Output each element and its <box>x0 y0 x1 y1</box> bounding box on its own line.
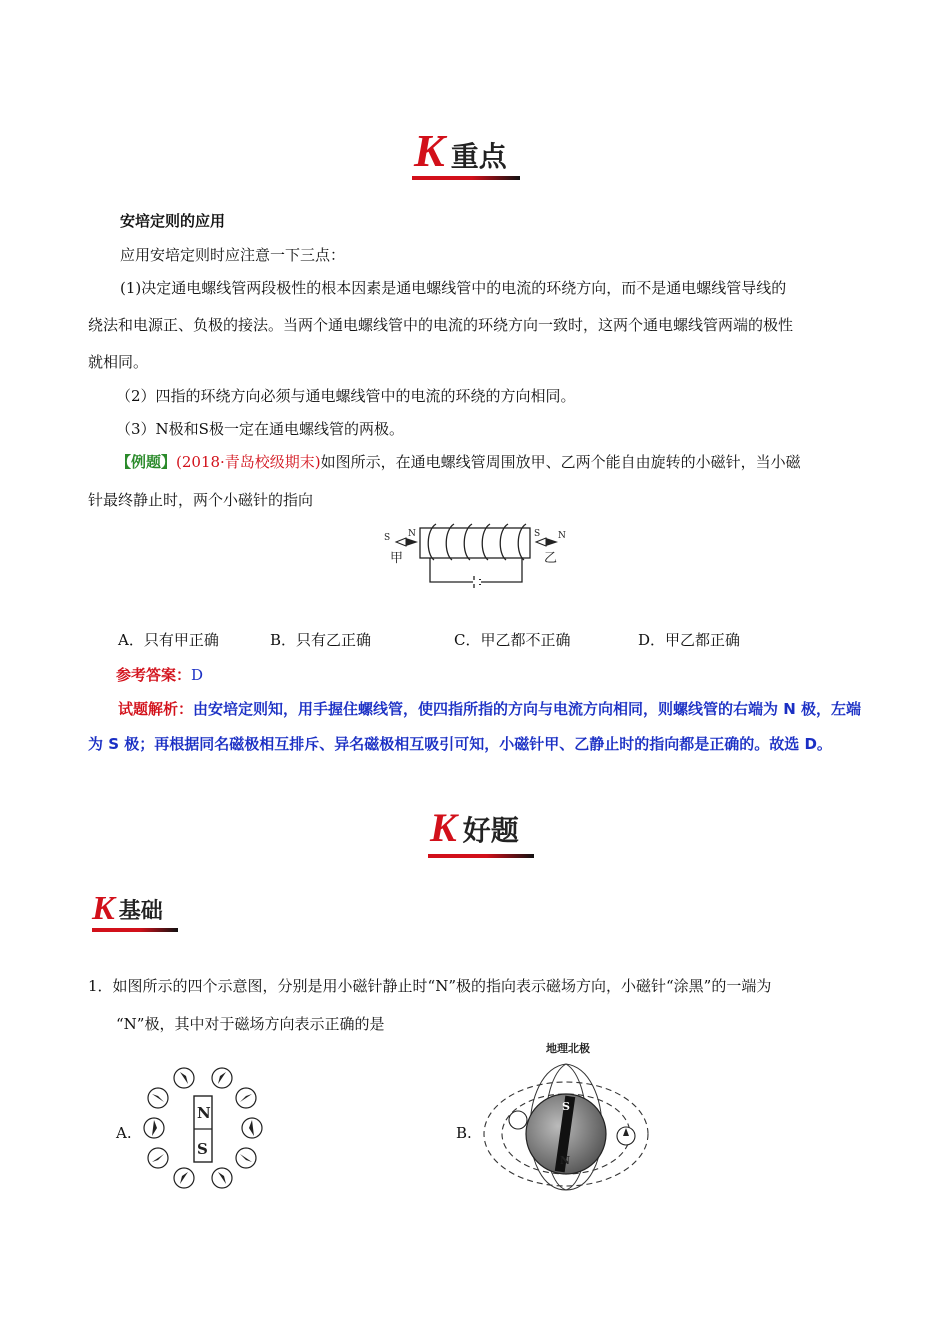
fig-left-name: 甲 <box>390 551 404 566</box>
q1-line1: 1．如图所示的四个示意图，分别是用小磁针静止时“N”极的指向表示磁场方向，小磁针“涂黑”的一端为 <box>88 977 772 995</box>
point1-line3: 就相同。 <box>88 353 149 371</box>
section-k-logo: K <box>414 125 445 176</box>
figure-b-earth <box>478 1040 658 1200</box>
point1-line2: 绕法和电源正、负极的接法。当两个通电螺线管中的电流的环绕方向一致时，这两个通电螺线管两端的极性 <box>88 316 794 334</box>
figB-n-label: N <box>560 1154 571 1167</box>
intro-text: 应用安培定则时应注意一下三点： <box>120 246 346 264</box>
solenoid-figure <box>376 520 576 596</box>
example-line2: 针最终静止时，两个小磁针的指向 <box>88 491 314 509</box>
example-source: (2018·青岛校级期末) <box>176 453 321 471</box>
topic-title: 安培定则的应用 <box>120 212 226 230</box>
point1-line1: (1)决定通电螺线管两段极性的根本因素是通电螺线管中的电流的环绕方向，而不是通电螺线管导线的 <box>120 279 787 297</box>
point3-text: （3）N极和S极一定在通电螺线管的两极。 <box>116 420 404 438</box>
answer-label: 参考答案： <box>116 666 192 684</box>
figB-s-label: S <box>562 1100 570 1113</box>
section-title: 重点 <box>450 140 507 173</box>
figA-n-label: N <box>197 1104 211 1122</box>
section-underline <box>92 928 178 932</box>
example-tag: 【例题】 <box>116 453 177 471</box>
fig-left-s: S <box>384 533 391 543</box>
answer-line <box>116 664 203 686</box>
q1-option-a: A. <box>116 1124 132 1142</box>
figA-s-label: S <box>197 1140 208 1158</box>
option-c: C．甲乙都不正确 <box>454 631 571 649</box>
section-underline <box>412 176 520 180</box>
section-header-good <box>430 805 519 850</box>
section-k-logo: K <box>92 890 115 927</box>
figure-a-bar-magnet <box>142 1062 266 1196</box>
fig-right-name: 乙 <box>544 551 558 566</box>
analysis-text: 由安培定则知，用手握住螺线管，使四指所指的方向与电流方向相同，则螺线管的右端为 N 极，左端为 S 极；再根据同名磁极相互排斥、异名磁极相互吸引可知，小磁针甲、乙静止时的指向都是正确的。故选 D。 <box>88 700 862 753</box>
fig-right-n: N <box>558 531 566 541</box>
analysis-block <box>88 692 868 762</box>
section-underline <box>428 854 534 858</box>
section-k-logo: K <box>430 805 457 850</box>
analysis-label: 试题解析： <box>118 700 194 718</box>
section-title: 好题 <box>462 814 519 847</box>
figB-caption: 地理北极 <box>546 1042 590 1055</box>
fig-left-n: N <box>408 529 416 539</box>
q1-line2: “N”极，其中对于磁场方向表示正确的是 <box>116 1015 385 1033</box>
q1-option-b: B. <box>456 1124 472 1142</box>
answer-value: D <box>191 666 204 684</box>
example-text1: 如图所示，在通电螺线管周围放甲、乙两个能自由旋转的小磁针，当小磁 <box>320 453 801 471</box>
option-d: D．甲乙都正确 <box>638 631 741 649</box>
section-header-key <box>414 125 507 176</box>
option-a: A．只有甲正确 <box>118 631 219 649</box>
section-header-basic <box>92 892 163 926</box>
point2-text: （2）四指的环绕方向必须与通电螺线管中的电流的环绕的方向相同。 <box>116 387 576 405</box>
example-line1 <box>116 451 801 473</box>
fig-right-s: S <box>534 529 541 539</box>
section-title: 基础 <box>118 899 163 924</box>
option-b: B．只有乙正确 <box>270 631 372 649</box>
